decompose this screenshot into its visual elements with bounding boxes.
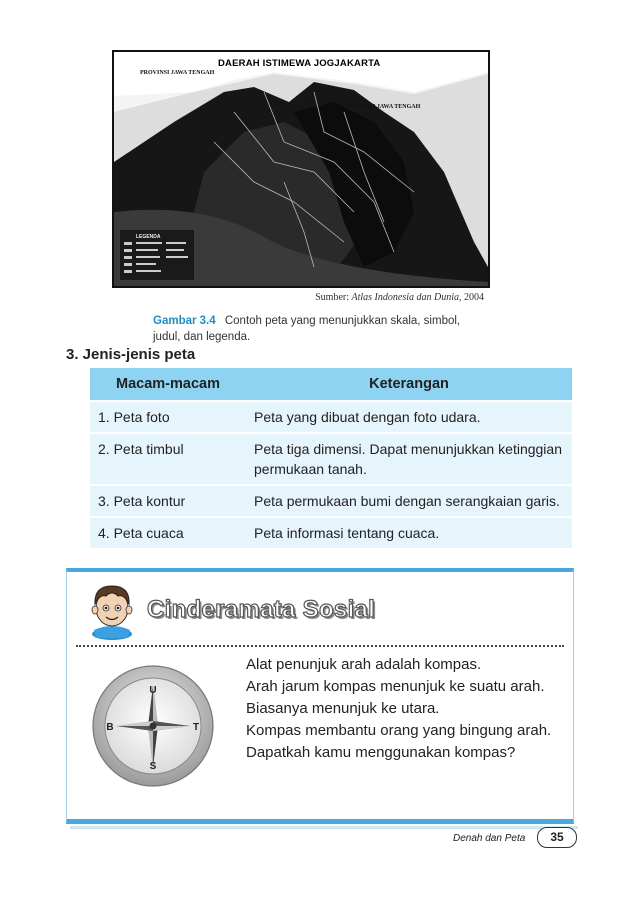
caption-text: Contoh peta yang menunjukkan skala, simbol, judul, dan legenda. — [153, 315, 461, 343]
page-number: 35 — [537, 827, 577, 848]
caption-label: Gambar 3.4 — [153, 315, 216, 327]
map-image — [114, 52, 488, 286]
figure-source — [315, 292, 484, 303]
table-header-description: Keterangan — [246, 368, 572, 400]
table-cell-type: 3. Peta kontur — [90, 484, 246, 516]
fact-item: Biasanya menunjuk ke utara. — [246, 700, 440, 717]
table-row — [90, 400, 572, 432]
compass-facts — [246, 654, 558, 764]
figure-caption — [153, 313, 473, 345]
map-label-left: PROVINSI JAWA TENGAH — [140, 70, 215, 76]
fact-item: Alat penunjuk arah adalah kompas. — [246, 656, 482, 673]
table-row — [90, 484, 572, 516]
compass-south-letter: S — [149, 761, 157, 772]
boy-mascot-icon — [82, 578, 142, 640]
footer-chapter-title: Denah dan Peta — [453, 833, 526, 844]
map-title: DAERAH ISTIMEWA JOGJAKARTA — [218, 58, 381, 69]
table-cell-description: Peta permukaan bumi dengan serangkaian garis. — [246, 484, 572, 516]
dotted-divider — [76, 645, 564, 647]
fact-item: Dapatkah kamu menggunakan kompas? — [246, 744, 516, 761]
table-header-row — [90, 368, 572, 400]
table-cell-type: 2. Peta timbul — [90, 432, 246, 484]
fact-item: Kompas membantu orang yang bingung arah. — [246, 722, 552, 739]
fact-item: Arah jarum kompas menunjuk ke suatu arah. — [246, 678, 545, 695]
info-box-shadow — [70, 826, 578, 829]
map-types-table — [90, 368, 572, 548]
map-label-right: PROVINSI JAWA TENGAH — [346, 104, 421, 110]
table-cell-description: Peta tiga dimensi. Dapat menunjukkan ketinggian permukaan tanah. — [246, 432, 572, 484]
info-box-title: Cinderamata Sosial — [147, 596, 376, 623]
map-figure — [112, 50, 490, 288]
section-title: 3. Jenis-jenis peta — [66, 346, 196, 363]
compass-icon — [90, 663, 216, 789]
source-prefix: Sumber: — [315, 292, 349, 303]
table-header-types: Macam-macam — [90, 368, 246, 400]
table-cell-description: Peta informasi tentang cuaca. — [246, 516, 572, 548]
table-row — [90, 432, 572, 484]
compass-north-letter: U — [149, 685, 157, 696]
table-cell-description: Peta yang dibuat dengan foto udara. — [246, 400, 572, 432]
source-year: , 2004 — [459, 292, 484, 303]
source-title: Atlas Indonesia dan Dunia — [351, 292, 459, 303]
map-legend-label: LEGENDA — [136, 234, 161, 240]
table-cell-type: 1. Peta foto — [90, 400, 246, 432]
compass-east-letter: T — [192, 722, 200, 733]
table-row — [90, 516, 572, 548]
table-cell-type: 4. Peta cuaca — [90, 516, 246, 548]
compass-west-letter: B — [106, 722, 114, 733]
